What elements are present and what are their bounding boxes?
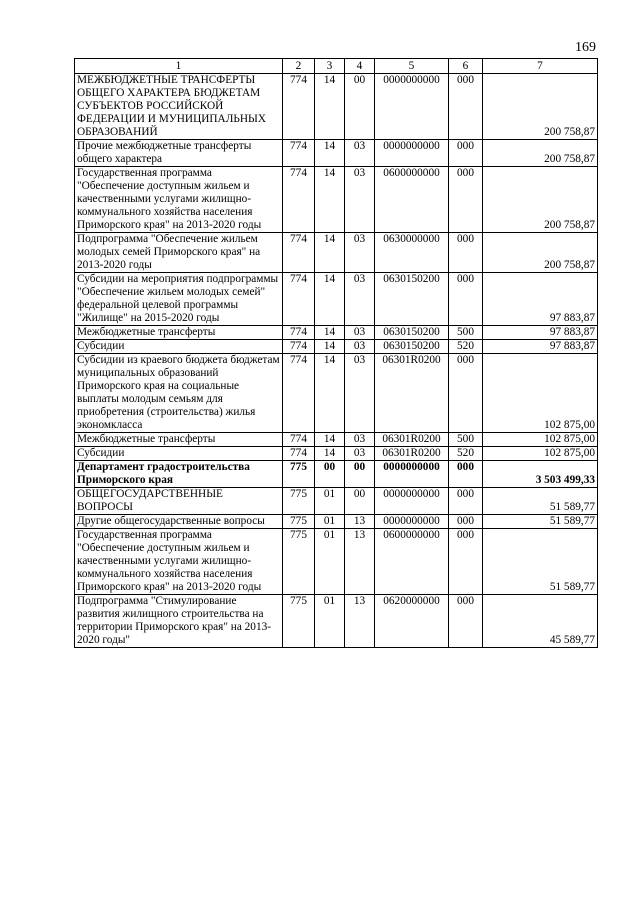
target-item-code-cell: 0000000000 xyxy=(375,488,449,515)
row-name-cell: Подпрограмма "Обеспечение жильем молодых семей Приморского края" на 2013-2020 годы xyxy=(75,233,283,273)
header-cell: 1 xyxy=(75,59,283,74)
section-code-cell: 14 xyxy=(315,447,345,461)
table-row xyxy=(75,140,598,167)
admin-code-cell: 775 xyxy=(283,529,315,595)
table-row xyxy=(75,488,598,515)
header-cell: 3 xyxy=(315,59,345,74)
target-item-code-cell: 06301R0200 xyxy=(375,433,449,447)
header-cell: 5 xyxy=(375,59,449,74)
target-item-code-cell: 0620000000 xyxy=(375,595,449,648)
table-row xyxy=(75,515,598,529)
expense-type-code-cell: 500 xyxy=(449,433,483,447)
amount-cell: 51 589,77 xyxy=(483,529,598,595)
table-row xyxy=(75,340,598,354)
amount-cell: 3 503 499,33 xyxy=(483,461,598,488)
admin-code-cell: 775 xyxy=(283,595,315,648)
row-name-cell: Субсидии xyxy=(75,340,283,354)
target-item-code-cell: 0630150200 xyxy=(375,340,449,354)
header-cell: 7 xyxy=(483,59,598,74)
admin-code-cell: 775 xyxy=(283,488,315,515)
row-name-cell: Субсидии из краевого бюджета бюджетам муниципальных образований Приморского края на социальные выплаты молодым семьям для приобретения (строительства) жилья экономкласса xyxy=(75,354,283,433)
section-code-cell: 14 xyxy=(315,233,345,273)
admin-code-cell: 774 xyxy=(283,354,315,433)
amount-cell: 97 883,87 xyxy=(483,273,598,326)
expense-type-code-cell: 000 xyxy=(449,167,483,233)
table-row xyxy=(75,529,598,595)
subsection-code-cell: 13 xyxy=(345,515,375,529)
subsection-code-cell: 03 xyxy=(345,433,375,447)
subsection-code-cell: 03 xyxy=(345,326,375,340)
target-item-code-cell: 0000000000 xyxy=(375,74,449,140)
target-item-code-cell: 0600000000 xyxy=(375,167,449,233)
amount-cell: 102 875,00 xyxy=(483,354,598,433)
table-row xyxy=(75,326,598,340)
expense-type-code-cell: 000 xyxy=(449,273,483,326)
header-cell: 2 xyxy=(283,59,315,74)
amount-cell: 200 758,87 xyxy=(483,74,598,140)
subsection-code-cell: 00 xyxy=(345,488,375,515)
target-item-code-cell: 06301R0200 xyxy=(375,447,449,461)
section-code-cell: 01 xyxy=(315,488,345,515)
amount-cell: 200 758,87 xyxy=(483,140,598,167)
target-item-code-cell: 0600000000 xyxy=(375,529,449,595)
header-cell: 6 xyxy=(449,59,483,74)
section-code-cell: 01 xyxy=(315,515,345,529)
section-code-cell: 14 xyxy=(315,167,345,233)
section-code-cell: 14 xyxy=(315,273,345,326)
expense-type-code-cell: 000 xyxy=(449,140,483,167)
subsection-code-cell: 03 xyxy=(345,340,375,354)
row-name-cell: Субсидии xyxy=(75,447,283,461)
budget-table xyxy=(74,58,598,648)
row-name-cell: МЕЖБЮДЖЕТНЫЕ ТРАНСФЕРТЫ ОБЩЕГО ХАРАКТЕРА БЮДЖЕТАМ СУБЪЕКТОВ РОССИЙСКОЙ ФЕДЕРАЦИИ И МУНИЦИПАЛЬНЫХ ОБРАЗОВАНИЙ xyxy=(75,74,283,140)
expense-type-code-cell: 000 xyxy=(449,354,483,433)
section-code-cell: 14 xyxy=(315,74,345,140)
row-name-cell: ОБЩЕГОСУДАРСТВЕННЫЕ ВОПРОСЫ xyxy=(75,488,283,515)
expense-type-code-cell: 520 xyxy=(449,447,483,461)
subsection-code-cell: 03 xyxy=(345,273,375,326)
amount-cell: 51 589,77 xyxy=(483,515,598,529)
amount-cell: 97 883,87 xyxy=(483,340,598,354)
amount-cell: 200 758,87 xyxy=(483,167,598,233)
row-name-cell: Департамент градостроительства Приморского края xyxy=(75,461,283,488)
admin-code-cell: 774 xyxy=(283,340,315,354)
row-name-cell: Подпрограмма "Стимулирование развития жилищного строительства на территории Приморского края" на 2013-2020 годы" xyxy=(75,595,283,648)
admin-code-cell: 774 xyxy=(283,447,315,461)
row-name-cell: Государственная программа "Обеспечение доступным жильем и качественными услугами жилищно-коммунального хозяйства населения Приморского края" на 2013-2020 годы xyxy=(75,167,283,233)
subsection-code-cell: 03 xyxy=(345,167,375,233)
expense-type-code-cell: 000 xyxy=(449,515,483,529)
expense-type-code-cell: 000 xyxy=(449,233,483,273)
section-code-cell: 01 xyxy=(315,595,345,648)
subsection-code-cell: 03 xyxy=(345,140,375,167)
admin-code-cell: 774 xyxy=(283,74,315,140)
row-name-cell: Межбюджетные трансферты xyxy=(75,433,283,447)
row-name-cell: Другие общегосударственные вопросы xyxy=(75,515,283,529)
row-name-cell: Государственная программа "Обеспечение доступным жильем и качественными услугами жилищно-коммунального хозяйства населения Приморского края" на 2013-2020 годы xyxy=(75,529,283,595)
admin-code-cell: 774 xyxy=(283,433,315,447)
amount-cell: 51 589,77 xyxy=(483,488,598,515)
admin-code-cell: 774 xyxy=(283,140,315,167)
section-code-cell: 14 xyxy=(315,354,345,433)
header-cell: 4 xyxy=(345,59,375,74)
section-code-cell: 01 xyxy=(315,529,345,595)
target-item-code-cell: 0630000000 xyxy=(375,233,449,273)
admin-code-cell: 774 xyxy=(283,233,315,273)
target-item-code-cell: 0000000000 xyxy=(375,461,449,488)
amount-cell: 102 875,00 xyxy=(483,447,598,461)
subsection-code-cell: 00 xyxy=(345,461,375,488)
expense-type-code-cell: 000 xyxy=(449,529,483,595)
admin-code-cell: 774 xyxy=(283,273,315,326)
table-row xyxy=(75,167,598,233)
section-code-cell: 14 xyxy=(315,326,345,340)
subsection-code-cell: 03 xyxy=(345,233,375,273)
expense-type-code-cell: 000 xyxy=(449,461,483,488)
expense-type-code-cell: 520 xyxy=(449,340,483,354)
subsection-code-cell: 03 xyxy=(345,447,375,461)
section-code-cell: 00 xyxy=(315,461,345,488)
header-row xyxy=(75,59,598,74)
admin-code-cell: 774 xyxy=(283,326,315,340)
amount-cell: 200 758,87 xyxy=(483,233,598,273)
expense-type-code-cell: 000 xyxy=(449,488,483,515)
target-item-code-cell: 0000000000 xyxy=(375,140,449,167)
row-name-cell: Прочие межбюджетные трансферты общего характера xyxy=(75,140,283,167)
admin-code-cell: 775 xyxy=(283,515,315,529)
table-row xyxy=(75,595,598,648)
expense-type-code-cell: 000 xyxy=(449,74,483,140)
section-code-cell: 14 xyxy=(315,140,345,167)
target-item-code-cell: 06301R0200 xyxy=(375,354,449,433)
table-row xyxy=(75,433,598,447)
subsection-code-cell: 03 xyxy=(345,354,375,433)
table-row xyxy=(75,354,598,433)
target-item-code-cell: 0000000000 xyxy=(375,515,449,529)
expense-type-code-cell: 000 xyxy=(449,595,483,648)
subsection-code-cell: 00 xyxy=(345,74,375,140)
amount-cell: 102 875,00 xyxy=(483,433,598,447)
section-code-cell: 14 xyxy=(315,340,345,354)
target-item-code-cell: 0630150200 xyxy=(375,273,449,326)
subsection-code-cell: 13 xyxy=(345,529,375,595)
section-code-cell: 14 xyxy=(315,433,345,447)
amount-cell: 97 883,87 xyxy=(483,326,598,340)
expense-type-code-cell: 500 xyxy=(449,326,483,340)
table-row xyxy=(75,461,598,488)
admin-code-cell: 774 xyxy=(283,167,315,233)
table-row xyxy=(75,233,598,273)
amount-cell: 45 589,77 xyxy=(483,595,598,648)
target-item-code-cell: 0630150200 xyxy=(375,326,449,340)
subsection-code-cell: 13 xyxy=(345,595,375,648)
page-number: 169 xyxy=(575,40,596,55)
table-row xyxy=(75,273,598,326)
row-name-cell: Межбюджетные трансферты xyxy=(75,326,283,340)
table-row xyxy=(75,447,598,461)
row-name-cell: Субсидии на мероприятия подпрограммы "Обеспечение жильем молодых семей" федеральной целевой программы "Жилище" на 2015-2020 годы xyxy=(75,273,283,326)
admin-code-cell: 775 xyxy=(283,461,315,488)
table-row xyxy=(75,74,598,140)
